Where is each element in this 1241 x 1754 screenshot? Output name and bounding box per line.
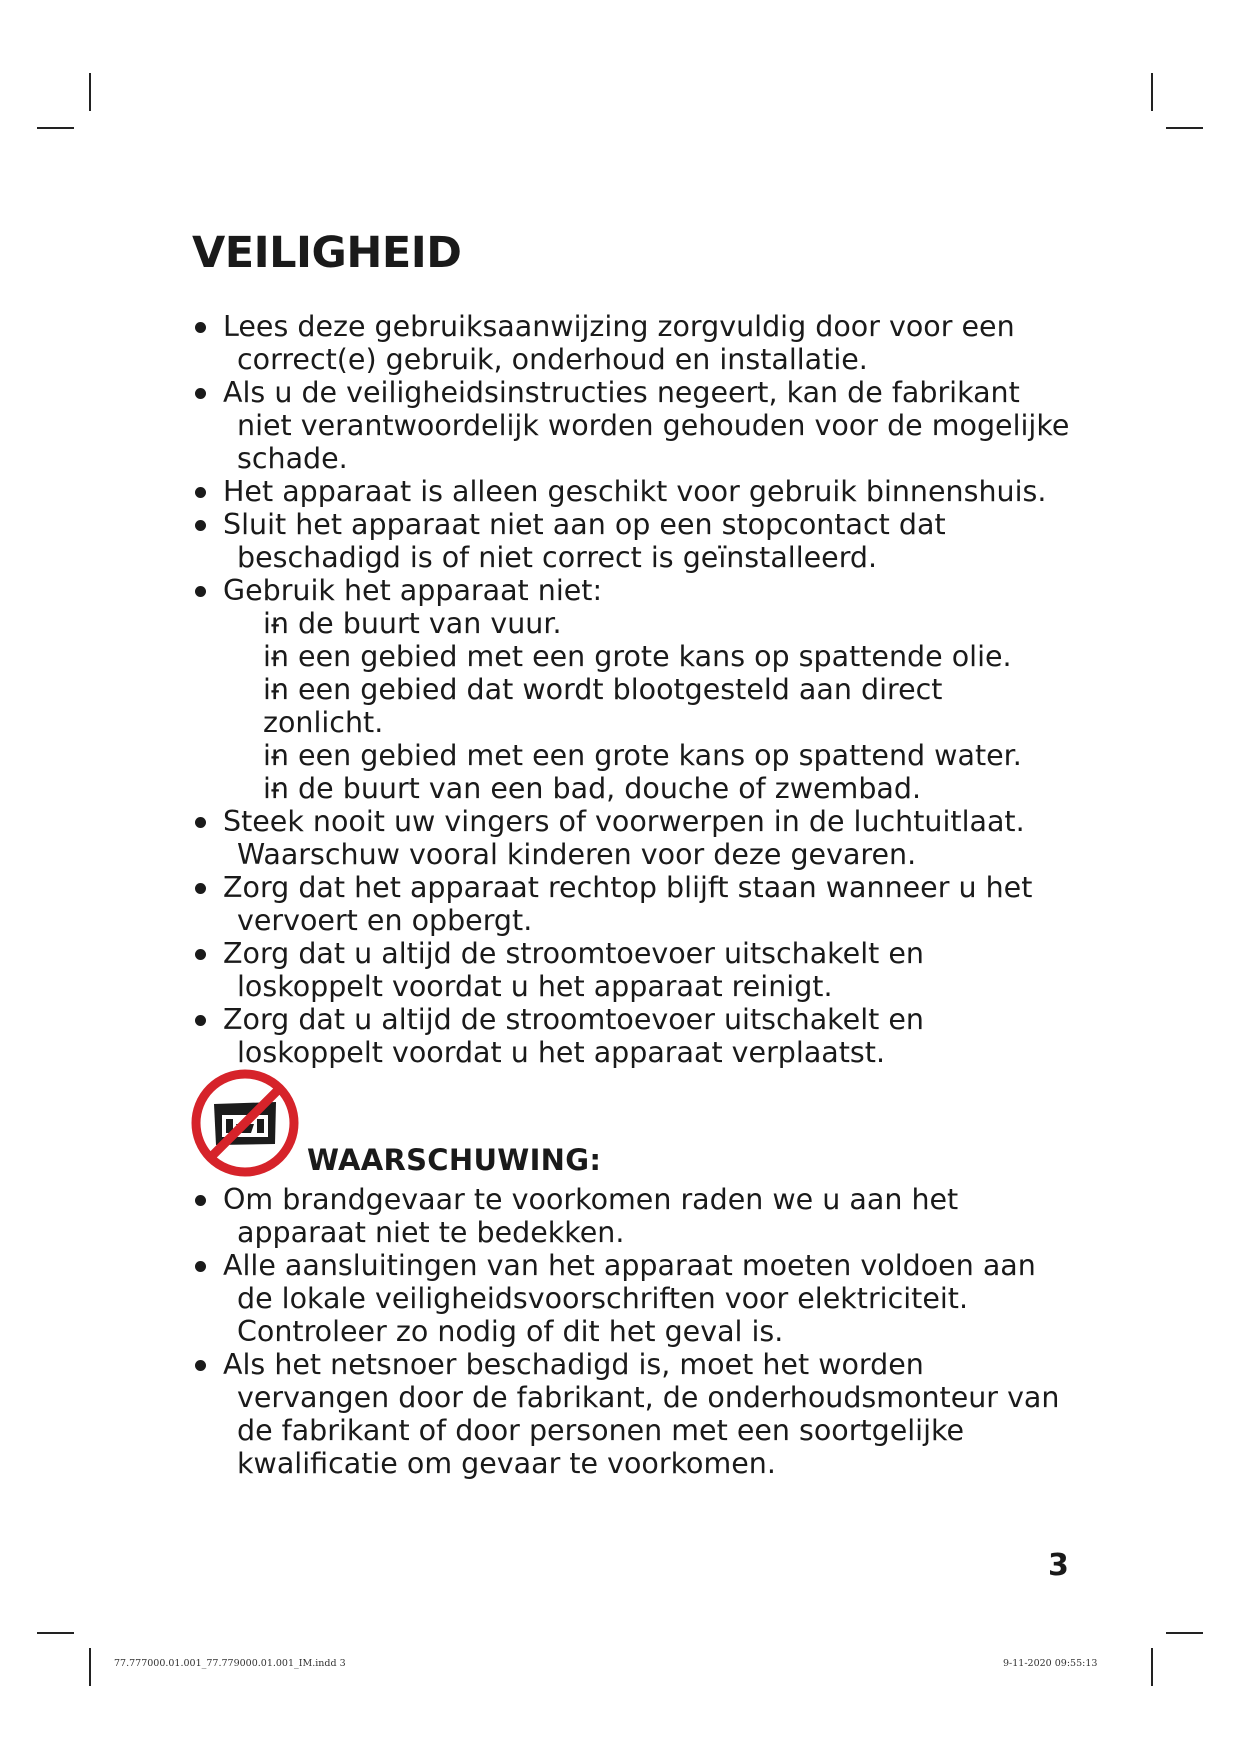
list-item [190,805,1070,871]
warning-title: WAARSCHUWING: [307,1143,602,1177]
list-item-text: Zorg dat u altijd de stroomtoevoer uitschakelt en loskoppelt voordat u het apparaat reinigt. [223,937,924,1003]
list-item [190,1249,1070,1348]
list-item-text: Als u de veiligheidsinstructies negeert, kan de fabrikant niet verantwoordelijk worden gehouden voor de mogelijke schade. [223,376,1070,475]
sub-list-item: - in een gebied met een grote kans op spattend water. [223,739,1070,772]
sub-list-item: - in een gebied met een grote kans op spattende olie. [223,640,1070,673]
list-item [190,1003,1070,1069]
list-item [190,937,1070,1003]
sub-list-item: - in de buurt van een bad, douche of zwembad. [223,772,1070,805]
footer-filename: 77.777000.01.001_77.779000.01.001_IM.indd 3 [114,1658,346,1669]
crop-mark [1151,1648,1153,1686]
crop-mark [89,73,91,111]
list-item [190,310,1070,376]
list-item-text: Alle aansluitingen van het apparaat moeten voldoen aan de lokale veiligheidsvoorschriften voor elektriciteit. Controleer zo nodig of dit het geval is. [223,1249,1036,1348]
list-item-text: Lees deze gebruiksaanwijzing zorgvuldig door voor een correct(e) gebruik, onderhoud en installatie. [223,310,1015,376]
crop-mark [89,1648,91,1686]
crop-mark [1151,73,1153,111]
crop-mark [37,1632,74,1634]
crop-mark [1166,127,1203,129]
list-item [190,475,1070,508]
footer-timestamp: 9-11-2020 09:55:13 [1003,1658,1098,1669]
list-item-text: Om brandgevaar te voorkomen raden we u aan het apparaat niet te bedekken. [223,1183,959,1249]
warning-list [190,1183,1070,1480]
list-item-text: Als het netsnoer beschadigd is, moet het worden vervangen door de fabrikant, de onderhoudsmonteur van de fabrikant of door personen met een soortgelijke kwalificatie om gevaar te voorkomen. [223,1348,1060,1480]
page-number: 3 [1048,1548,1069,1583]
page-title: VEILIGHEID [192,228,462,278]
do-not-cover-icon [190,1068,300,1178]
list-item-text: Gebruik het apparaat niet: [223,574,603,607]
sub-list-item: - in een gebied dat wordt blootgesteld aan direct zonlicht. [223,673,1070,739]
list-item [190,1348,1070,1480]
list-item [190,1183,1070,1249]
safety-list [190,310,1070,1069]
sub-list-item: - in de buurt van vuur. [223,607,1070,640]
list-item-text: Zorg dat u altijd de stroomtoevoer uitschakelt en loskoppelt voordat u het apparaat verplaatst. [223,1003,924,1069]
list-item [190,574,1070,805]
list-item [190,376,1070,475]
list-item-text: Steek nooit uw vingers of voorwerpen in de luchtuitlaat. Waarschuw vooral kinderen voor deze gevaren. [223,805,1025,871]
crop-mark [37,127,74,129]
list-item-text: Sluit het apparaat niet aan op een stopcontact dat beschadigd is of niet correct is geïnstalleerd. [223,508,946,574]
list-item [190,871,1070,937]
list-item-text: Zorg dat het apparaat rechtop blijft staan wanneer u het vervoert en opbergt. [223,871,1033,937]
sub-list [223,607,1070,805]
list-item-text: Het apparaat is alleen geschikt voor gebruik binnenshuis. [223,475,1047,508]
list-item [190,508,1070,574]
crop-mark [1166,1632,1203,1634]
